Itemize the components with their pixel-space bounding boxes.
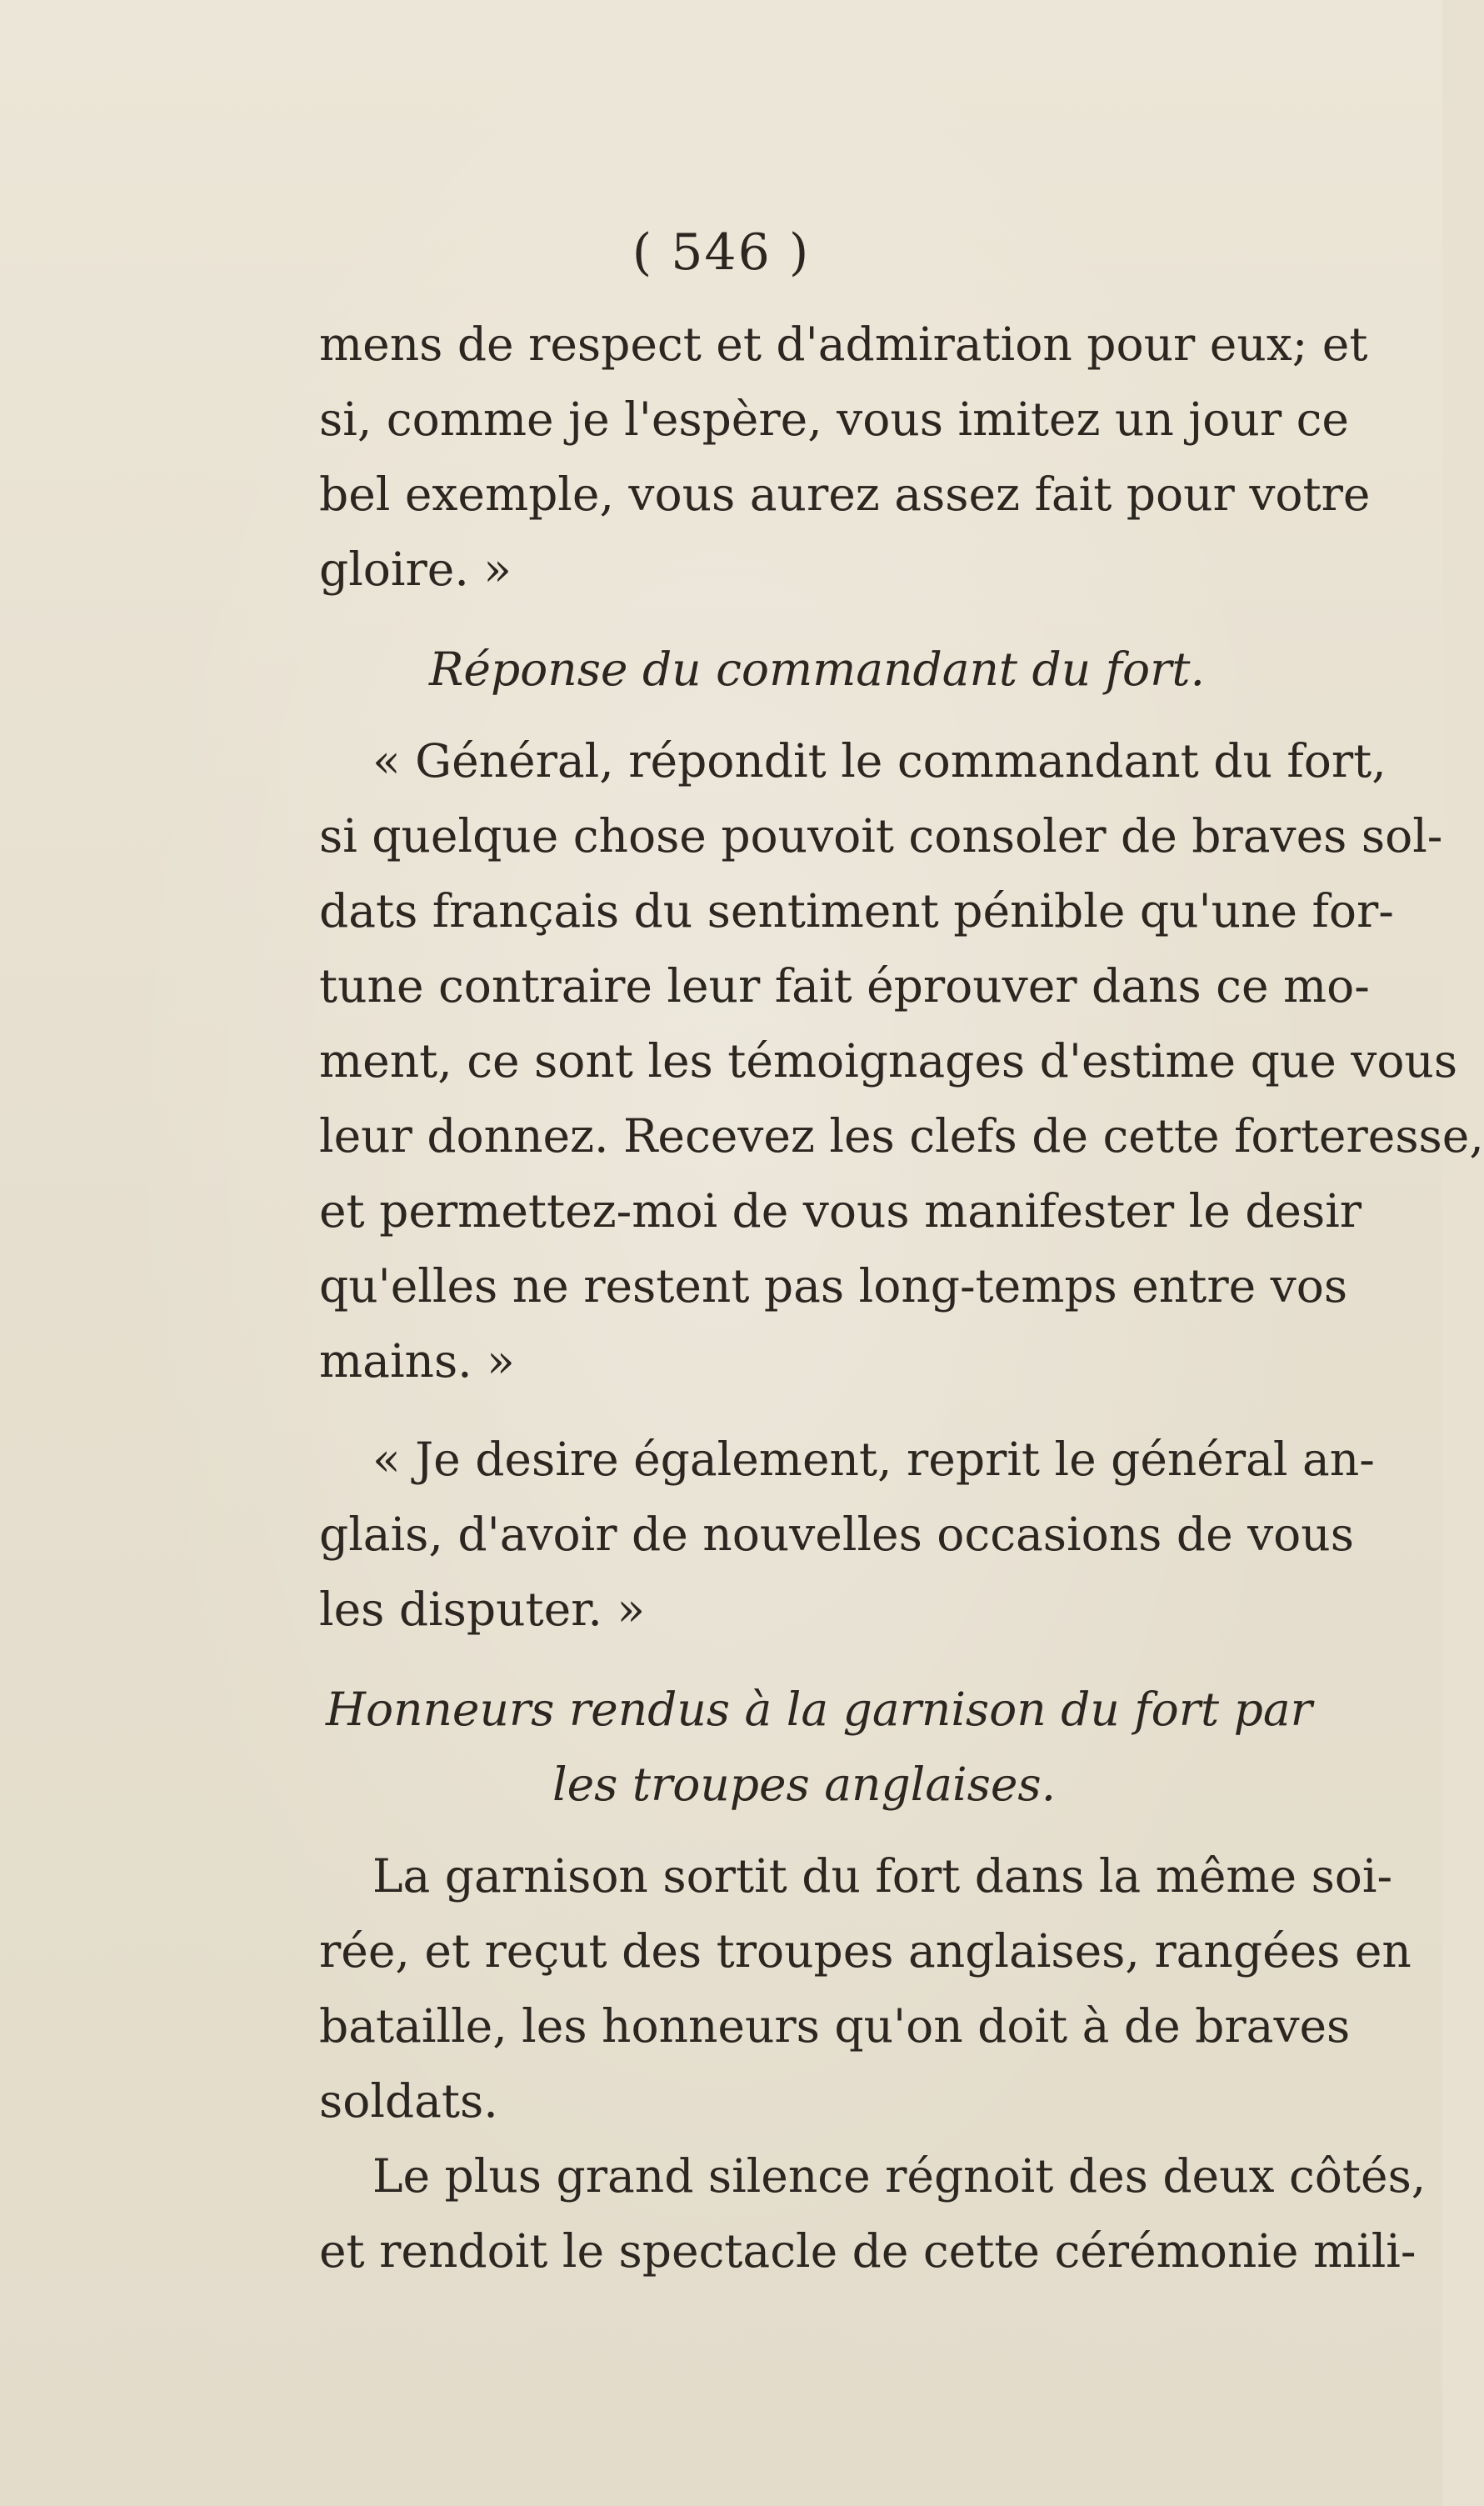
text-line: dats français du sentiment pénible qu'une for- xyxy=(319,884,1394,938)
section-heading-honours: Honneurs rendus à la garnison du fort par xyxy=(326,1683,1312,1736)
text-line: les disputer. » xyxy=(319,1583,646,1636)
continuation-paragraph xyxy=(319,307,1371,607)
text-line: ment, ce sont les témoignages d'estime que vous xyxy=(319,1034,1458,1088)
garrison-paragraph xyxy=(319,1838,1412,2138)
page-text xyxy=(319,307,1484,2288)
page-number: ( 546 ) xyxy=(632,223,811,282)
section-heading-reply: Réponse du commandant du fort. xyxy=(429,643,1205,696)
text-line: mains. » xyxy=(319,1334,515,1388)
text-line: « Général, répondit le commandant du fort, xyxy=(372,734,1387,788)
text-line: tune contraire leur fait éprouver dans ce mo- xyxy=(319,959,1370,1013)
text-line: et rendoit le spectacle de cette cérémonie mili- xyxy=(319,2224,1417,2278)
text-line: soldats. xyxy=(319,2074,498,2128)
text-line: « Je desire également, reprit le général an- xyxy=(372,1433,1375,1486)
section-heading-honours-cont: les troupes anglaises. xyxy=(552,1758,1057,1811)
text-line: gloire. » xyxy=(319,543,512,596)
text-line: et permettez-moi de vous manifester le desir xyxy=(319,1184,1362,1238)
text-line: si quelque chose pouvoit consoler de braves sol- xyxy=(319,809,1443,863)
reply-paragraph xyxy=(319,723,1484,1398)
text-line: mens de respect et d'admiration pour eux; et xyxy=(319,318,1368,371)
general-paragraph xyxy=(319,1422,1375,1647)
text-line: qu'elles ne restent pas long-temps entre vos xyxy=(319,1259,1348,1313)
text-line: bataille, les honneurs qu'on doit à de braves xyxy=(319,1999,1351,2053)
text-line: Le plus grand silence régnoit des deux côtés, xyxy=(372,2149,1427,2203)
silence-paragraph xyxy=(319,2138,1427,2288)
text-line: La garnison sortit du fort dans la même soi- xyxy=(372,1849,1393,1903)
text-line: leur donnez. Recevez les clefs de cette forteresse, xyxy=(319,1109,1484,1163)
text-line: si, comme je l'espère, vous imitez un jour ce xyxy=(319,393,1349,446)
text-line: glais, d'avoir de nouvelles occasions de vous xyxy=(319,1508,1354,1561)
text-line: rée, et reçut des troupes anglaises, rangées en xyxy=(319,1924,1412,1978)
text-line: bel exemple, vous aurez assez fait pour votre xyxy=(319,468,1371,521)
